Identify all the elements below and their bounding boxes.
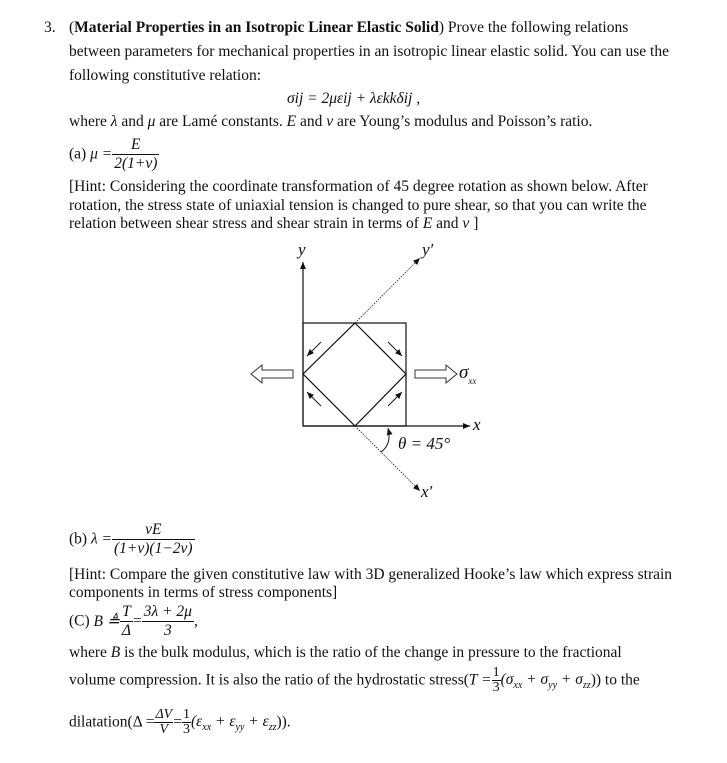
part-c-line3: dilatation(Δ = $\frac{\Delta V}{V}$ = $\frac{1}{3}$ $(\varepsilon_{xx} + \varepsilon_{yy} + \varepsilon_{zz})$). xyxy=(69,707,291,737)
angle-arc-icon xyxy=(381,428,389,452)
part-a-hint-line3: relation between shear stress and shear strain in terms of E and ν ] xyxy=(69,215,479,232)
shear-arrow-bottom-left xyxy=(307,392,321,406)
y-axis-label: y xyxy=(298,240,306,259)
part-a-hint-line1: [Hint: Considering the coordinate transformation of 45 degree rotation as shown below. After xyxy=(69,178,648,195)
angle-label: θ = 45° xyxy=(398,434,451,453)
problem-intro-line1: (Material Properties in an Isotropic Linear Elastic Solid) Prove the following relations xyxy=(69,19,629,36)
part-b-hint-line2: components in terms of stress components] xyxy=(69,584,338,601)
x-axis-label: x xyxy=(473,415,481,434)
sigma-xx-label: $\sigma_{xx}$ xyxy=(459,362,477,386)
problem-intro-line3: following constitutive relation: xyxy=(69,67,261,84)
shear-arrow-top-right xyxy=(388,342,402,356)
rotated-element-diamond xyxy=(303,323,406,426)
part-b-hint-line1: [Hint: Compare the given constitutive law with 3D generalized Hooke’s law which express strain xyxy=(69,566,673,583)
part-b-fraction: $\frac{\nu E}{(1+\nu)(1-2\nu)}$ xyxy=(114,521,193,557)
part-a-equation: (a) μ = $\frac{E}{2(1+\nu)}$ xyxy=(69,136,158,172)
part-a-fraction: $\frac{E}{2(1+\nu)}$ xyxy=(114,136,158,172)
part-c-equation: (C) B ≜ $\frac{T}{\Delta}$ = $\frac{3\lambda + 2\mu}{3}$ , xyxy=(69,603,198,639)
element-square xyxy=(303,323,406,426)
y-prime-axis-label: y′ xyxy=(422,240,434,259)
right-tension-arrow-icon xyxy=(415,365,457,383)
part-c-line1: where B is the bulk modulus, which is the ratio of the change in pressure to the fractional xyxy=(69,644,622,661)
y-prime-axis xyxy=(355,258,420,323)
part-b-equation: (b) λ = $\frac{\nu E}{(1+\nu)(1-2\nu)}$ xyxy=(69,521,193,557)
problem-number: 3. xyxy=(44,19,56,36)
constitutive-relation: σij = 2μεij + λεkkδij , xyxy=(287,90,421,107)
where-lame-line: where λ and μ are Lamé constants. E and ν are Young’s modulus and Poisson’s ratio. xyxy=(69,113,593,130)
part-a-hint-line2: rotation, the stress state of uniaxial tension is changed to pure shear, so that you can write the xyxy=(69,197,647,214)
x-prime-axis-label: x′ xyxy=(421,482,433,501)
shear-stress-arrows xyxy=(307,342,402,406)
problem-title: Material Properties in an Isotropic Linear Elastic Solid xyxy=(74,19,439,36)
left-tension-arrow-icon xyxy=(251,365,293,383)
problem-intro-line2: between parameters for mechanical properties in an isotropic linear elastic solid. You can use the xyxy=(69,43,669,60)
shear-arrow-top-left xyxy=(307,342,321,356)
shear-arrow-bottom-right xyxy=(388,392,402,406)
part-c-line2: volume compression. It is also the ratio of the hydrostatic stress(T = $\frac{1}{3}$ $(\sigma_{xx} + \sigma_{yy} + \sigma_{zz})$) to the xyxy=(69,665,640,695)
